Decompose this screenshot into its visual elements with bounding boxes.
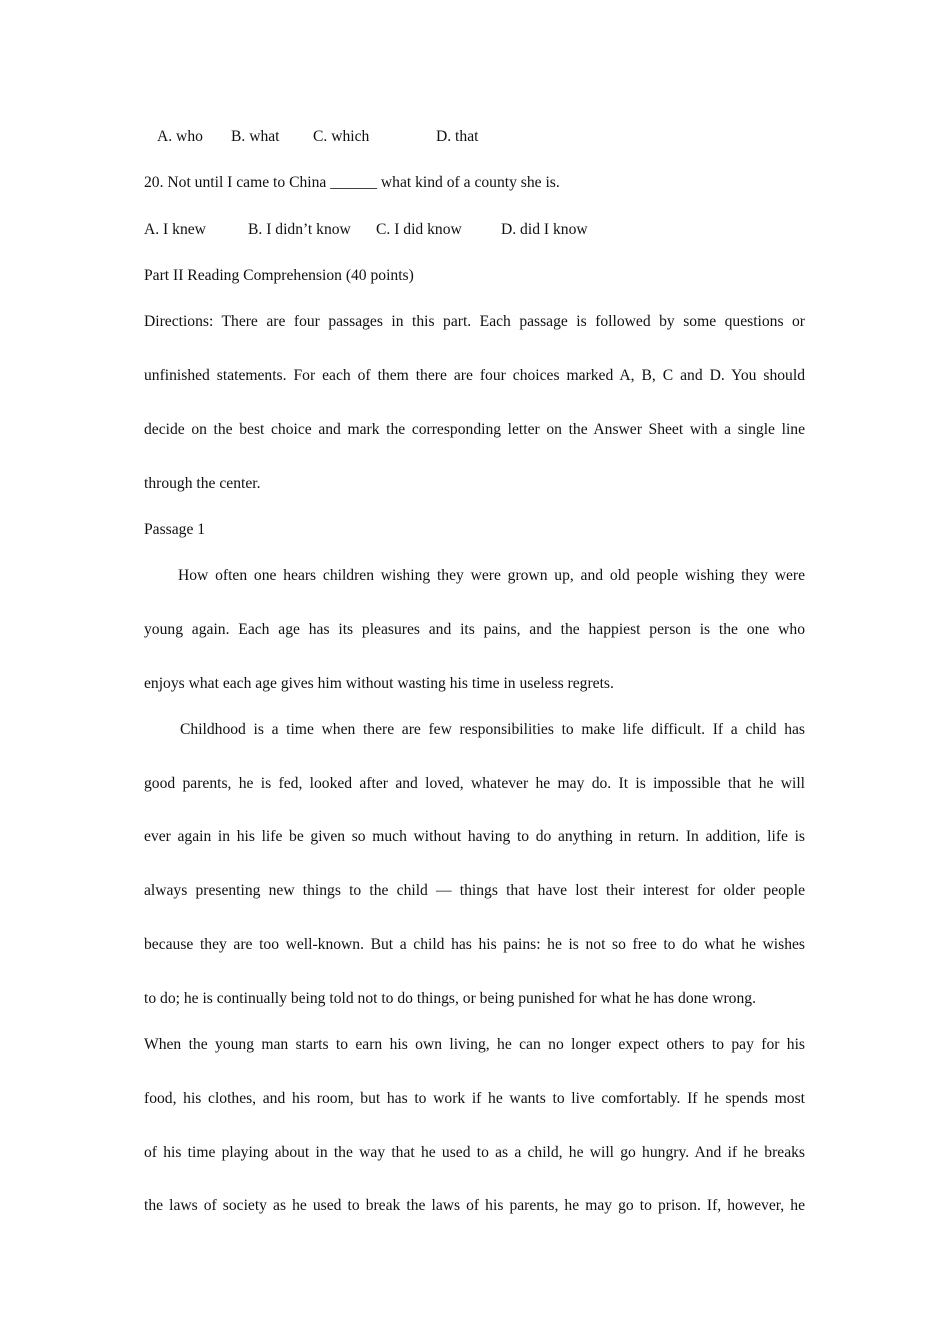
option-d: D. that bbox=[436, 128, 479, 145]
text-line: food, his clothes, and his room, but has to work if he wants to live comfortably. If he spends most bbox=[144, 1090, 805, 1107]
text-line: enjoys what each age gives him without wasting his time in useless regrets. bbox=[144, 675, 614, 692]
text-line: of his time playing about in the way that he used to as a child, he will go hungry. And if he breaks bbox=[144, 1144, 805, 1161]
text-line: ever again in his life be given so much without having to do anything in return. In addition, life is bbox=[144, 828, 805, 845]
option-c: C. which bbox=[313, 128, 370, 145]
question-20-stem: 20. Not until I came to China ______ what kind of a county she is. bbox=[144, 174, 560, 191]
text-line: When the young man starts to earn his own living, he can no longer expect others to pay for his bbox=[144, 1036, 805, 1053]
text-line: Childhood is a time when there are few responsibilities to make life difficult. If a child has bbox=[180, 721, 805, 738]
text-line: because they are too well-known. But a child has his pains: he is not so free to do what he wishes bbox=[144, 936, 805, 953]
text-line: young again. Each age has its pleasures and its pains, and the happiest person is the one who bbox=[144, 621, 805, 638]
option-c: C. I did know bbox=[376, 221, 462, 238]
text-line: the laws of society as he used to break the laws of his parents, he may go to prison. If, however, he bbox=[144, 1197, 805, 1214]
text-line: How often one hears children wishing they were grown up, and old people wishing they were bbox=[178, 567, 805, 584]
text-line: to do; he is continually being told not to do things, or being punished for what he has done wrong. bbox=[144, 990, 756, 1007]
option-b: B. I didn’t know bbox=[248, 221, 351, 238]
option-b: B. what bbox=[231, 128, 280, 145]
text-line: good parents, he is fed, looked after and loved, whatever he may do. It is impossible that he will bbox=[144, 775, 805, 792]
text-line: always presenting new things to the child — things that have lost their interest for older people bbox=[144, 882, 805, 899]
passage-title: Passage 1 bbox=[144, 521, 206, 538]
text-line: Directions: There are four passages in this part. Each passage is followed by some questions or bbox=[144, 313, 805, 330]
option-d: D. did I know bbox=[501, 221, 588, 238]
section-heading: Part II Reading Comprehension (40 points) bbox=[144, 267, 414, 284]
text-line: decide on the best choice and mark the corresponding letter on the Answer Sheet with a single line bbox=[144, 421, 805, 438]
text-line: unfinished statements. For each of them there are four choices marked A, B, C and D. You should bbox=[144, 367, 805, 384]
option-a: A. who bbox=[157, 128, 203, 145]
text-line: through the center. bbox=[144, 475, 261, 492]
option-a: A. I knew bbox=[144, 221, 206, 238]
